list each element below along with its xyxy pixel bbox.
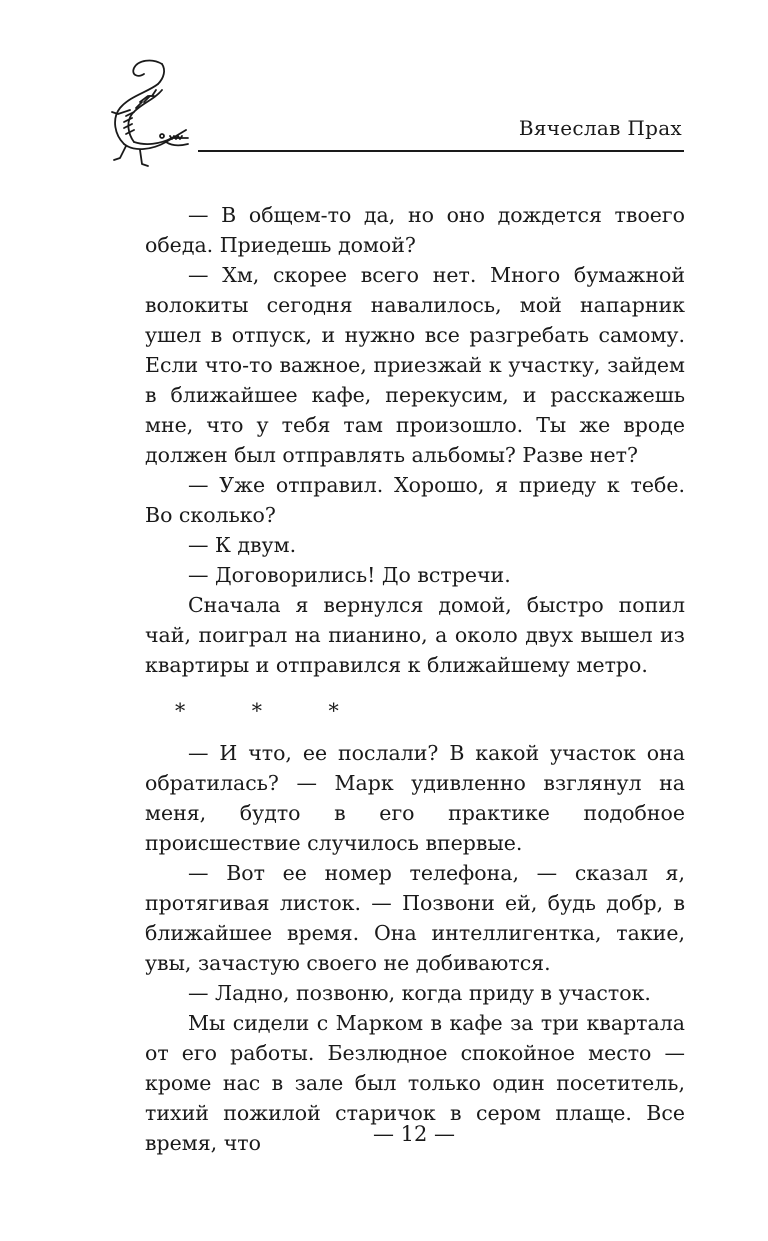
paragraph: Сначала я вернулся домой, быстро попил чай, поиграл на пианино, а около двух вышел из квартиры и отправился к ближайшему метро.: [145, 593, 685, 677]
paragraph: — К двум.: [188, 533, 297, 557]
paragraph: — Договорились! До встречи.: [188, 563, 511, 587]
paragraph: — Вот ее номер телефона, — сказал я, протягивая листок. — Позвони ей, будь добр, в ближайшее время. Она интеллигентка, такие, увы, зачастую своего не добиваются.: [145, 861, 685, 975]
paragraph: — Уже отправил. Хорошо, я приеду к тебе. Во сколько?: [145, 473, 685, 527]
paragraph: — В общем-то да, но оно дождется твоего обеда. Приедешь домой?: [145, 203, 685, 257]
paragraph: — Ладно, позвоню, когда приду в участок.: [188, 981, 651, 1005]
paragraph: — И что, ее послали? В какой участок она обратилась? — Марк удивленно взглянул на меня, будто в его практике подобное происшествие случилось впервые.: [145, 741, 685, 855]
header-rule: [198, 150, 684, 152]
paragraph: Мы сидели с Марком в кафе за три квартала от его работы. Безлюдное спокойное место — кроме нас в зале был только один посетитель, тихий пожилой старичок в сером плаще. Все время, что: [145, 1011, 685, 1155]
page-number: — 12 —: [372, 1122, 456, 1146]
crocodile-icon: [100, 50, 200, 180]
page-body: [145, 200, 685, 1158]
running-header-author: Вячеслав Прах: [518, 116, 682, 140]
paragraph: — Хм, скорее всего нет. Много бумажной волокиты сегодня навалилось, мой напарник ушел в отпуск, и нужно все разгребать самому. Если что-то важное, приезжай к участку, зайдем в ближайшее кафе, перекусим, и расскажешь мне, что у тебя там произошло. Ты же вроде должен был отправлять альбомы? Разве нет?: [145, 263, 685, 467]
section-separator: * * *: [175, 699, 369, 723]
